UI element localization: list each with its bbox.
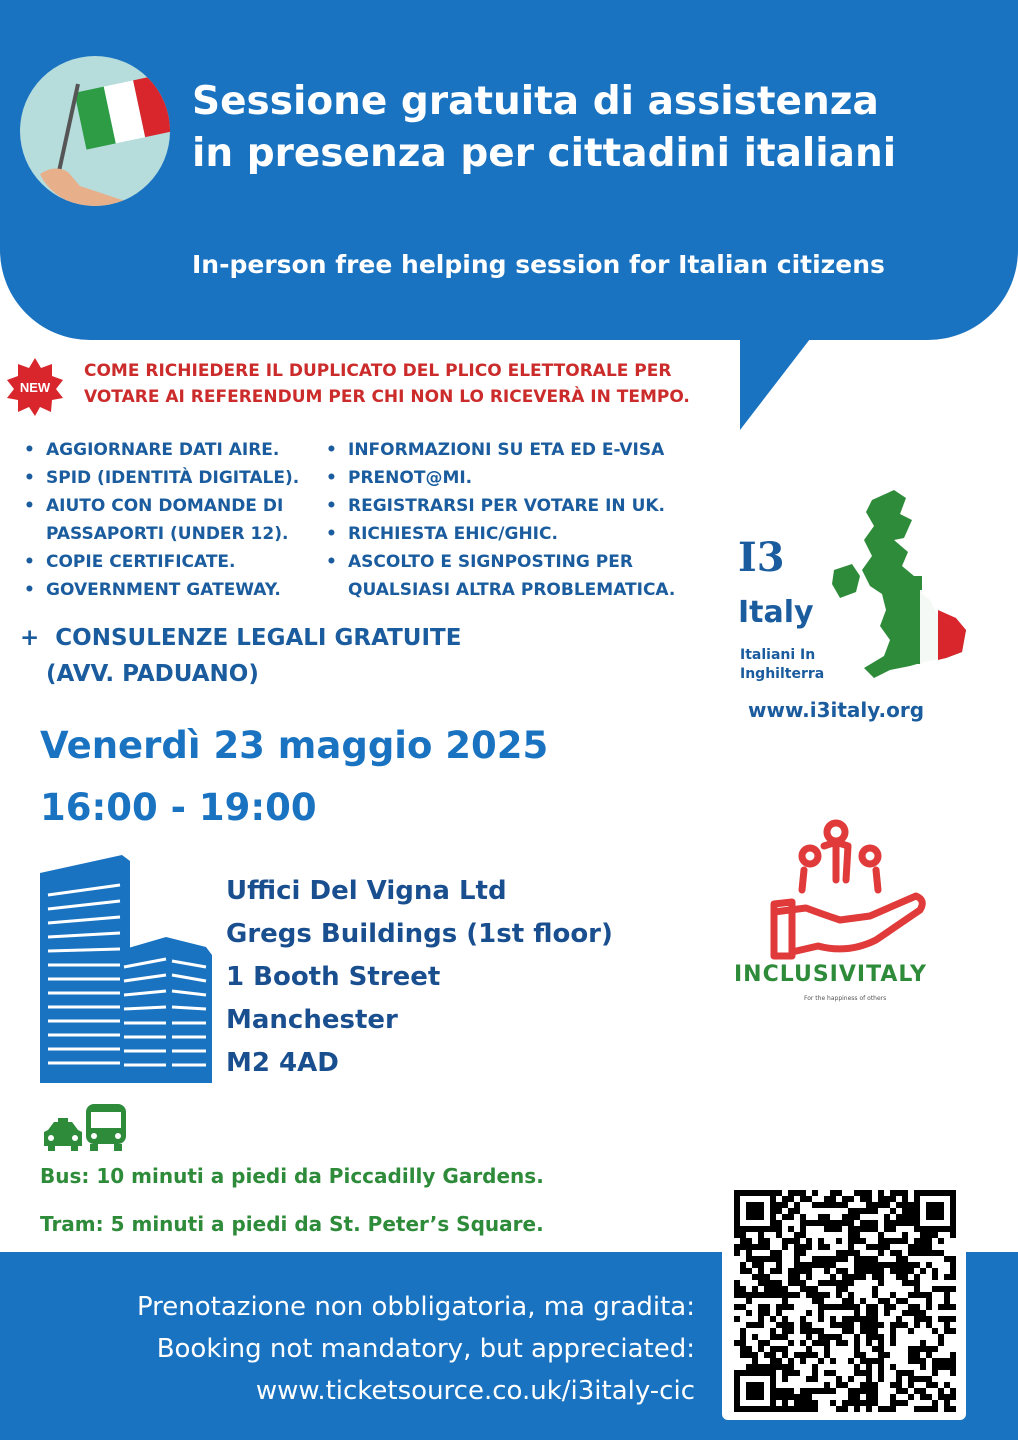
inclusivitaly-tagline: For the happiness of others <box>804 995 887 1002</box>
legal-consultation <box>20 620 461 692</box>
i3italy-logo-name: I3 <box>738 534 785 581</box>
page-title <box>192 76 992 180</box>
italian-flag-icon <box>20 56 170 206</box>
list-item: • ASCOLTO E SIGNPOSTING PER <box>326 552 633 572</box>
booking-line-1: Prenotazione non obbligatoria, ma gradita: <box>136 1292 695 1322</box>
inclusivitaly-logo-name: INCLUSIVITALY <box>734 962 927 987</box>
new-notice <box>84 358 734 410</box>
list-item-continuation: PASSAPORTI (UNDER 12). <box>46 524 289 544</box>
transport-icons <box>44 1100 130 1152</box>
new-badge-icon <box>4 356 66 418</box>
header-bubble-tail <box>740 300 840 430</box>
booking-line-2: Booking not mandatory, but appreciated: <box>156 1334 695 1364</box>
legal-line-1: CONSULENZE LEGALI GRATUITE <box>55 625 462 651</box>
title-line-2: in presenza per cittadini italiani <box>192 131 897 176</box>
bus-directions: Bus: 10 minuti a piedi da Piccadilly Gardens. <box>40 1164 544 1188</box>
list-item: • AGGIORNARE DATI AIRE. <box>24 440 280 460</box>
list-item-continuation: QUALSIASI ALTRA PROBLEMATICA. <box>348 580 676 600</box>
list-item: • RICHIESTA EHIC/GHIC. <box>326 524 558 544</box>
i3italy-tagline: Italiani In Inghilterra <box>740 647 825 682</box>
plus-icon: + <box>20 625 40 651</box>
services-list-right <box>324 436 714 604</box>
building-icon <box>40 855 212 1083</box>
taxi-icon <box>44 1118 82 1151</box>
list-item: • GOVERNMENT GATEWAY. <box>24 580 281 600</box>
event-date: Venerdì 23 maggio 2025 <box>40 724 549 767</box>
address-line-2: Gregs Buildings (1st floor) <box>226 919 613 949</box>
list-item: • INFORMAZIONI SU ETA ED E-VISA <box>326 440 665 460</box>
list-item: • SPID (IDENTITÀ DIGITALE). <box>24 468 300 488</box>
i3italy-logo-name-2: Italy <box>738 595 814 630</box>
new-notice-line-2: VOTARE AI REFERENDUM PER CHI NON LO RICEVERÀ IN TEMPO. <box>84 387 690 407</box>
booking-url[interactable]: www.ticketsource.co.uk/i3italy-cic <box>255 1376 695 1406</box>
address-line-5: M2 4AD <box>226 1048 339 1078</box>
bus-icon <box>86 1104 126 1151</box>
qr-code[interactable] <box>734 1190 956 1412</box>
new-badge-text: NEW <box>19 380 51 395</box>
address-line-4: Manchester <box>226 1005 398 1035</box>
tram-directions: Tram: 5 minuti a piedi da St. Peter’s Square. <box>40 1212 544 1236</box>
list-item: • AIUTO CON DOMANDE DI <box>24 496 284 516</box>
legal-line-2: (AVV. PADUANO) <box>46 661 259 687</box>
services-list-left <box>22 436 322 604</box>
page-subtitle: In-person free helping session for Italian citizens <box>192 250 885 279</box>
list-item: • COPIE CERTIFICATE. <box>24 552 236 572</box>
booking-info <box>40 1286 695 1412</box>
i3italy-url[interactable]: www.i3italy.org <box>748 698 925 722</box>
helping-hand-icon <box>766 816 926 966</box>
title-line-1: Sessione gratuita di assistenza <box>192 79 879 124</box>
address-line-3: 1 Booth Street <box>226 962 441 992</box>
venue-address <box>226 870 613 1085</box>
event-time: 16:00 - 19:00 <box>40 786 317 829</box>
new-notice-line-1: COME RICHIEDERE IL DUPLICATO DEL PLICO ELETTORALE PER <box>84 361 672 381</box>
list-item: • PRENOT@MI. <box>326 468 473 488</box>
list-item: • REGISTRARSI PER VOTARE IN UK. <box>326 496 665 516</box>
address-line-1: Uffici Del Vigna Ltd <box>226 876 507 906</box>
